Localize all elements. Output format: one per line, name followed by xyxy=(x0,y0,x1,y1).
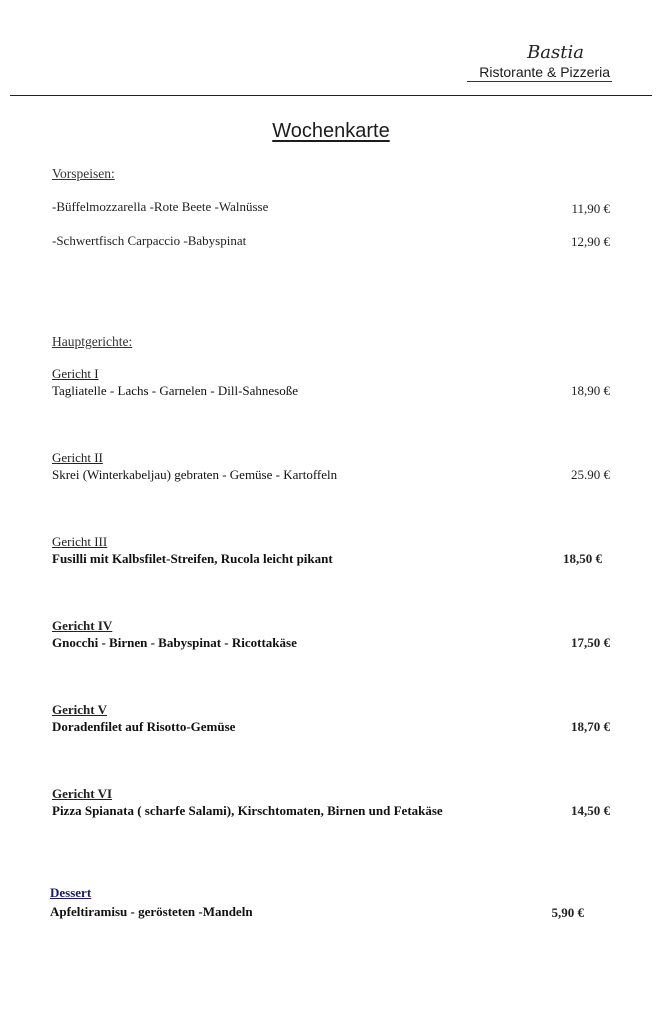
main-dish-label: Gericht II xyxy=(52,450,103,465)
dessert-price: 5,90 € xyxy=(551,905,584,920)
main-dish-label: Gericht I xyxy=(52,366,99,381)
main-dish-price: 17,50 € xyxy=(571,635,610,650)
main-dish-name: Skrei (Winterkabeljau) gebraten - Gemüse - Kartoffeln xyxy=(52,467,338,482)
main-dish-price: 18,90 € xyxy=(571,383,610,398)
starter-item-price: 11,90 € xyxy=(571,201,610,216)
main-dish-price: 14,50 € xyxy=(571,803,610,818)
menu-title-text: Wochenkarte xyxy=(272,120,390,142)
starter-item-price: 12,90 € xyxy=(571,234,610,249)
dessert-name: Apfeltiramisu - gerösteten -Mandeln xyxy=(50,904,253,919)
main-dish-name: Gnocchi - Birnen - Babyspinat - Ricottakäse xyxy=(52,635,297,650)
main-dish-name: Tagliatelle - Lachs - Garnelen - Dill-Sahnesoße xyxy=(52,383,298,398)
main-dish-label: Gericht IV xyxy=(52,618,113,633)
dessert-heading: Dessert xyxy=(50,885,92,900)
main-dish-price: 18,70 € xyxy=(571,719,610,734)
starters-heading: Vorspeisen: xyxy=(52,166,115,181)
header-divider xyxy=(10,95,652,96)
starter-item-name: -Büffelmozzarella -Rote Beete -Walnüsse xyxy=(52,199,269,214)
restaurant-brand xyxy=(467,42,612,82)
main-dish-label: Gericht III xyxy=(52,534,108,549)
brand-name: Bastia xyxy=(527,42,584,63)
main-dish-name: Fusilli mit Kalbsfilet-Streifen, Rucola leicht pikant xyxy=(52,551,333,566)
brand-subtitle: Ristorante & Pizzeria xyxy=(467,64,612,82)
main-dish-price: 25.90 € xyxy=(571,467,610,482)
main-dish-name: Doradenfilet auf Risotto-Gemüse xyxy=(52,719,236,734)
main-dish-name: Pizza Spianata ( scharfe Salami), Kirschtomaten, Birnen und Fetakäse xyxy=(52,803,443,818)
starter-item-name: -Schwertfisch Carpaccio -Babyspinat xyxy=(52,233,247,248)
menu-title xyxy=(0,120,662,143)
main-dish-label: Gericht V xyxy=(52,702,107,717)
main-dish-price: 18,50 € xyxy=(563,551,602,566)
mains-heading: Hauptgerichte: xyxy=(52,334,133,349)
main-dish-label: Gericht VI xyxy=(52,786,113,801)
